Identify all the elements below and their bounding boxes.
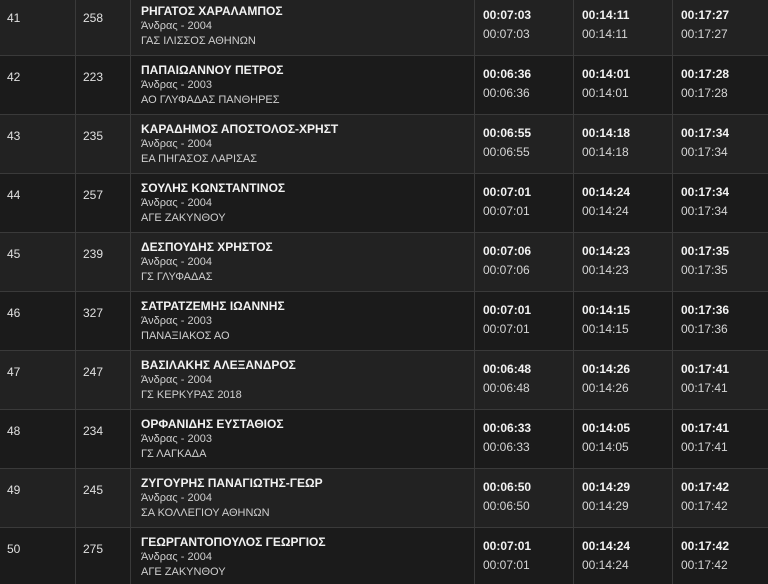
athlete-cell — [131, 292, 475, 350]
athlete-category: Άνδρας - 2003 — [141, 315, 212, 327]
split1-gun-time: 00:07:06 — [483, 244, 532, 258]
split1-chip-time: 00:06:36 — [483, 86, 530, 100]
athlete-club: ΓΑΣ ΙΛΙΣΣΟΣ ΑΘΗΝΩΝ — [141, 35, 256, 47]
athlete-club: ΓΣ ΓΛΥΦΑΔΑΣ — [141, 271, 213, 283]
split1-gun-time: 00:07:01 — [483, 303, 532, 317]
split1-cell — [475, 351, 574, 409]
split2-cell — [574, 351, 673, 409]
split2-cell — [574, 174, 673, 232]
rank-cell — [0, 351, 76, 409]
athlete-cell — [131, 469, 475, 527]
split2-cell — [574, 56, 673, 114]
total-chip-time: 00:17:41 — [681, 440, 728, 454]
bib-value: 245 — [83, 483, 104, 497]
split1-chip-time: 00:06:48 — [483, 381, 530, 395]
rank-value: 48 — [7, 424, 21, 438]
split2-chip-time: 00:14:23 — [582, 263, 629, 277]
rank-value: 47 — [7, 365, 21, 379]
split1-gun-time: 00:06:36 — [483, 67, 532, 81]
athlete-club: ΓΣ ΛΑΓΚΑΔΑ — [141, 448, 207, 460]
rank-cell — [0, 410, 76, 468]
athlete-name[interactable]: ΣΟΥΛΗΣ ΚΩΝΣΤΑΝΤΙΝΟΣ — [141, 181, 286, 195]
athlete-cell — [131, 410, 475, 468]
bib-cell — [76, 56, 131, 114]
rank-value: 42 — [7, 70, 21, 84]
split2-gun-time: 00:14:24 — [582, 539, 631, 553]
split1-cell — [475, 292, 574, 350]
rank-value: 46 — [7, 306, 21, 320]
split2-chip-time: 00:14:24 — [582, 558, 629, 572]
total-chip-time: 00:17:42 — [681, 558, 728, 572]
total-gun-time: 00:17:34 — [681, 185, 730, 199]
total-cell — [673, 115, 768, 173]
total-gun-time: 00:17:41 — [681, 362, 730, 376]
split1-cell — [475, 174, 574, 232]
total-chip-time: 00:17:34 — [681, 204, 728, 218]
bib-value: 235 — [83, 129, 104, 143]
split1-chip-time: 00:06:50 — [483, 499, 530, 513]
athlete-club: ΣΑ ΚΟΛΛΕΓΙΟΥ ΑΘΗΝΩΝ — [141, 507, 270, 519]
athlete-club: ΑΓΕ ΖΑΚΥΝΘΟΥ — [141, 212, 226, 224]
table-row[interactable] — [0, 56, 768, 115]
split2-cell — [574, 292, 673, 350]
split1-gun-time: 00:07:03 — [483, 8, 532, 22]
rank-value: 50 — [7, 542, 21, 556]
split2-chip-time: 00:14:11 — [582, 27, 628, 41]
total-gun-time: 00:17:41 — [681, 421, 730, 435]
total-gun-time: 00:17:28 — [681, 67, 730, 81]
bib-value: 239 — [83, 247, 104, 261]
split1-cell — [475, 410, 574, 468]
split2-cell — [574, 233, 673, 291]
rank-cell — [0, 115, 76, 173]
athlete-name[interactable]: ΠΑΠΑΙΩΑΝΝΟΥ ΠΕΤΡΟΣ — [141, 63, 284, 77]
split1-gun-time: 00:06:55 — [483, 126, 532, 140]
total-chip-time: 00:17:27 — [681, 27, 728, 41]
split2-chip-time: 00:14:01 — [582, 86, 629, 100]
total-cell — [673, 174, 768, 232]
split2-chip-time: 00:14:29 — [582, 499, 629, 513]
total-cell — [673, 0, 768, 55]
total-gun-time: 00:17:42 — [681, 539, 730, 553]
total-cell — [673, 292, 768, 350]
table-row[interactable] — [0, 233, 768, 292]
split2-chip-time: 00:14:18 — [582, 145, 629, 159]
split2-chip-time: 00:14:24 — [582, 204, 629, 218]
rank-cell — [0, 469, 76, 527]
total-gun-time: 00:17:34 — [681, 126, 730, 140]
rank-value: 43 — [7, 129, 21, 143]
split1-gun-time: 00:06:33 — [483, 421, 532, 435]
athlete-cell — [131, 528, 475, 584]
athlete-category: Άνδρας - 2004 — [141, 492, 212, 504]
rank-value: 44 — [7, 188, 21, 202]
athlete-category: Άνδρας - 2004 — [141, 138, 212, 150]
split2-gun-time: 00:14:23 — [582, 244, 631, 258]
athlete-cell — [131, 351, 475, 409]
bib-cell — [76, 0, 131, 55]
athlete-club: ΑΓΕ ΖΑΚΥΝΘΟΥ — [141, 566, 226, 578]
split2-gun-time: 00:14:26 — [582, 362, 631, 376]
athlete-category: Άνδρας - 2004 — [141, 256, 212, 268]
athlete-club: ΕΑ ΠΗΓΑΣΟΣ ΛΑΡΙΣΑΣ — [141, 153, 258, 165]
bib-cell — [76, 115, 131, 173]
athlete-name[interactable]: ΔΕΣΠΟΥΔΗΣ ΧΡΗΣΤΟΣ — [141, 240, 273, 254]
athlete-category: Άνδρας - 2003 — [141, 433, 212, 445]
athlete-category: Άνδρας - 2003 — [141, 79, 212, 91]
rank-cell — [0, 233, 76, 291]
split2-cell — [574, 410, 673, 468]
split1-chip-time: 00:07:01 — [483, 558, 530, 572]
table-row[interactable] — [0, 292, 768, 351]
split1-chip-time: 00:07:06 — [483, 263, 530, 277]
athlete-name[interactable]: ΓΕΩΡΓΑΝΤΟΠΟΥΛΟΣ ΓΕΩΡΓΙΟΣ — [141, 535, 326, 549]
split1-gun-time: 00:06:50 — [483, 480, 532, 494]
split1-cell — [475, 469, 574, 527]
rank-cell — [0, 528, 76, 584]
split2-gun-time: 00:14:29 — [582, 480, 631, 494]
split2-cell — [574, 0, 673, 55]
athlete-cell — [131, 233, 475, 291]
total-cell — [673, 528, 768, 584]
bib-cell — [76, 351, 131, 409]
split2-gun-time: 00:14:11 — [582, 8, 630, 22]
split1-chip-time: 00:06:55 — [483, 145, 530, 159]
bib-cell — [76, 469, 131, 527]
total-cell — [673, 233, 768, 291]
table-row[interactable] — [0, 115, 768, 174]
split1-gun-time: 00:07:01 — [483, 185, 532, 199]
bib-value: 275 — [83, 542, 104, 556]
rank-cell — [0, 0, 76, 55]
split1-cell — [475, 233, 574, 291]
total-gun-time: 00:17:27 — [681, 8, 730, 22]
total-cell — [673, 469, 768, 527]
split2-cell — [574, 115, 673, 173]
split2-chip-time: 00:14:05 — [582, 440, 629, 454]
total-gun-time: 00:17:42 — [681, 480, 730, 494]
total-cell — [673, 410, 768, 468]
athlete-name[interactable]: ΖΥΓΟΥΡΗΣ ΠΑΝΑΓΙΩΤΗΣ-ΓΕΩΡ — [141, 476, 323, 490]
athlete-name[interactable]: ΟΡΦΑΝΙΔΗΣ ΕΥΣΤΑΘΙΟΣ — [141, 417, 284, 431]
table-row[interactable] — [0, 0, 768, 56]
rank-cell — [0, 174, 76, 232]
split2-chip-time: 00:14:26 — [582, 381, 629, 395]
split1-gun-time: 00:06:48 — [483, 362, 532, 376]
split1-chip-time: 00:07:01 — [483, 204, 530, 218]
rank-cell — [0, 56, 76, 114]
bib-cell — [76, 233, 131, 291]
bib-cell — [76, 174, 131, 232]
athlete-cell — [131, 174, 475, 232]
table-row[interactable] — [0, 528, 768, 584]
split2-gun-time: 00:14:18 — [582, 126, 631, 140]
bib-value: 258 — [83, 11, 104, 25]
total-gun-time: 00:17:36 — [681, 303, 730, 317]
split2-chip-time: 00:14:15 — [582, 322, 629, 336]
total-chip-time: 00:17:35 — [681, 263, 728, 277]
athlete-category: Άνδρας - 2004 — [141, 197, 212, 209]
split2-gun-time: 00:14:15 — [582, 303, 631, 317]
split1-chip-time: 00:07:01 — [483, 322, 530, 336]
split2-gun-time: 00:14:01 — [582, 67, 631, 81]
athlete-name[interactable]: ΣΑΤΡΑΤΖΕΜΗΣ ΙΩΑΝΝΗΣ — [141, 299, 285, 313]
athlete-category: Άνδρας - 2004 — [141, 374, 212, 386]
rank-value: 41 — [7, 11, 21, 25]
athlete-club: ΓΣ ΚΕΡΚΥΡΑΣ 2018 — [141, 389, 242, 401]
athlete-club: ΑΟ ΓΛΥΦΑΔΑΣ ΠΑΝΘΗΡΕΣ — [141, 94, 280, 106]
rank-cell — [0, 292, 76, 350]
split1-cell — [475, 115, 574, 173]
athlete-cell — [131, 115, 475, 173]
split2-gun-time: 00:14:24 — [582, 185, 631, 199]
total-gun-time: 00:17:35 — [681, 244, 730, 258]
athlete-cell — [131, 56, 475, 114]
total-cell — [673, 351, 768, 409]
bib-cell — [76, 528, 131, 584]
bib-cell — [76, 292, 131, 350]
athlete-name[interactable]: ΒΑΣΙΛΑΚΗΣ ΑΛΕΞΑΝΔΡΟΣ — [141, 358, 296, 372]
bib-value: 257 — [83, 188, 104, 202]
table-row[interactable] — [0, 174, 768, 233]
split2-cell — [574, 528, 673, 584]
table-row[interactable] — [0, 469, 768, 528]
rank-value: 45 — [7, 247, 21, 261]
athlete-category: Άνδρας - 2004 — [141, 20, 212, 32]
athlete-cell — [131, 0, 475, 55]
split2-cell — [574, 469, 673, 527]
total-cell — [673, 56, 768, 114]
bib-value: 223 — [83, 70, 104, 84]
rank-value: 49 — [7, 483, 21, 497]
table-row[interactable] — [0, 351, 768, 410]
split1-cell — [475, 0, 574, 55]
split1-cell — [475, 56, 574, 114]
table-row[interactable] — [0, 410, 768, 469]
bib-value: 234 — [83, 424, 104, 438]
athlete-name[interactable]: ΚΑΡΑΔΗΜΟΣ ΑΠΟΣΤΟΛΟΣ-ΧΡΗΣΤ — [141, 122, 339, 136]
total-chip-time: 00:17:42 — [681, 499, 728, 513]
total-chip-time: 00:17:36 — [681, 322, 728, 336]
athlete-name[interactable]: ΡΗΓΑΤΟΣ ΧΑΡΑΛΑΜΠΟΣ — [141, 4, 283, 18]
athlete-club: ΠΑΝΑΞΙΑΚΟΣ ΑΟ — [141, 330, 230, 342]
split1-chip-time: 00:07:03 — [483, 27, 530, 41]
total-chip-time: 00:17:34 — [681, 145, 728, 159]
split2-gun-time: 00:14:05 — [582, 421, 631, 435]
bib-value: 247 — [83, 365, 104, 379]
split1-cell — [475, 528, 574, 584]
total-chip-time: 00:17:41 — [681, 381, 728, 395]
split1-gun-time: 00:07:01 — [483, 539, 532, 553]
bib-cell — [76, 410, 131, 468]
bib-value: 327 — [83, 306, 104, 320]
total-chip-time: 00:17:28 — [681, 86, 728, 100]
athlete-category: Άνδρας - 2004 — [141, 551, 212, 563]
split1-chip-time: 00:06:33 — [483, 440, 530, 454]
